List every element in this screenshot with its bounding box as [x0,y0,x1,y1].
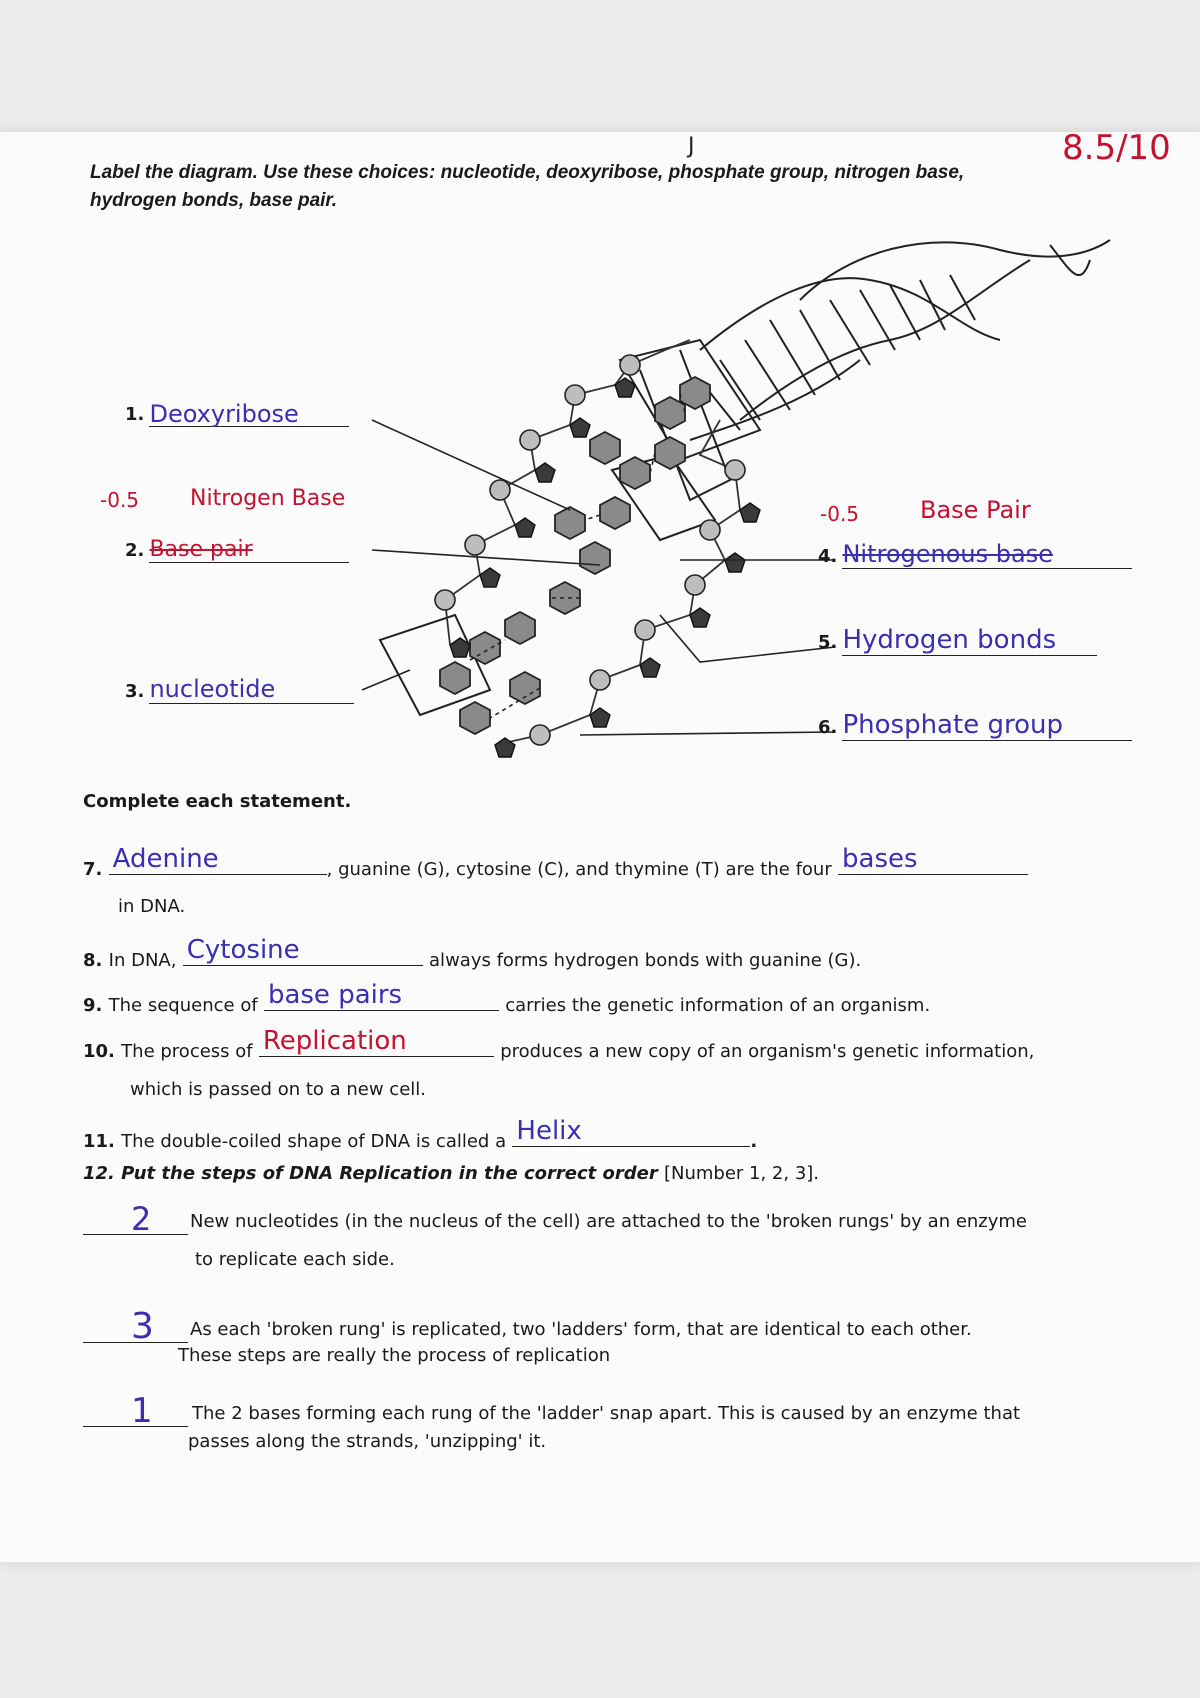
step-1-answer: 2 [131,1200,152,1238]
q9-answer: base pairs [267,980,403,1010]
q7-number: 7. [83,859,103,880]
leader-line-5 [660,615,838,662]
instructions-line-1: Label the diagram. Use these choices: nucleotide, deoxyribose, phosphate group, nitrogen base, [90,162,965,183]
label-4-blank[interactable] [842,540,1132,569]
grade-mark: J [688,134,695,159]
label-6-blank[interactable] [842,710,1132,741]
deoxyribose-pentagon [640,658,660,677]
q8-blank[interactable] [183,935,423,966]
complete-heading: Complete each statement. [83,791,352,812]
base-hexagon [510,672,540,704]
base-hexagon [470,632,500,664]
label-2 [125,537,349,563]
phosphate-circle [435,590,455,610]
q7-middle-text: , guanine (G), cytosine (C), and thymine (T) are the four [326,859,832,880]
base-hexagon [440,662,470,694]
question-12 [83,1162,819,1186]
question-7 [83,844,1028,882]
q12-bracket: [Number 1, 2, 3]. [663,1163,820,1184]
base-hexagon [555,507,585,539]
q12-prompt: Put the steps of DNA Replication in the correct order [121,1163,658,1184]
phosphate-circle [465,535,485,555]
q8-post: always forms hydrogen bonds with guanine (G). [429,950,862,971]
phosphate-circle [700,520,720,540]
step-2-text: As each 'broken rung' is replicated, two 'ladders' form, that are identical to each other. [190,1319,972,1340]
deoxyribose-pentagon [725,553,745,572]
phosphate-circle [635,620,655,640]
label-5-blank[interactable] [842,625,1097,656]
label-2-number: 2. [125,540,145,561]
phosphate-circle [725,460,745,480]
label-2-correction: Nitrogen Base [190,486,346,511]
leader-line-2 [372,550,600,565]
label-4-number: 4. [818,546,838,567]
deoxyribose-pentagon [515,518,535,537]
step-3-text: The 2 bases forming each rung of the 'ladder' snap apart. This is caused by an enzyme that [192,1403,1021,1424]
phosphate-circle [520,430,540,450]
step-1-text-2: to replicate each side. [195,1249,395,1270]
deoxyribose-pentagon [480,568,500,587]
q11-blank[interactable] [512,1116,750,1147]
question-10 [83,1026,1035,1064]
q9-pre: The sequence of [108,995,258,1016]
question-11 [83,1116,758,1154]
label-6 [818,710,1132,741]
leader-line-3 [362,670,410,690]
phosphate-circle [590,670,610,690]
deoxyribose-pentagon [535,463,555,482]
grade-score: 8.5/10 [1062,128,1171,168]
step-1-text: New nucleotides (in the nucleus of the cell) are attached to the 'broken rungs' by an enzyme [190,1211,1028,1232]
label-5-answer: Hydrogen bonds [842,625,1057,655]
step-2-answer: 3 [131,1306,154,1347]
q9-number: 9. [83,995,103,1016]
q10-answer: Replication [262,1026,407,1056]
step-3-text-2: passes along the strands, 'unzipping' it. [188,1431,547,1452]
q7-blank-2[interactable] [838,844,1028,875]
step-blank-1[interactable] [83,1200,188,1239]
deoxyribose-pentagon [570,418,590,437]
q11-answer: Helix [516,1116,582,1146]
q7-answer-1: Adenine [112,844,219,874]
label-5 [818,625,1097,656]
q8-pre: In DNA, [108,950,177,971]
step-blank-3[interactable] [83,1391,188,1431]
instructions-line-2: hydrogen bonds, base pair. [90,190,338,211]
base-hexagon [580,542,610,574]
question-8 [83,935,862,973]
q10-blank[interactable] [259,1026,494,1057]
q11-number: 11. [83,1131,115,1152]
deoxyribose-pentagon [590,708,610,727]
label-4-answer: Nitrogenous base [842,540,1053,568]
q10-pre: The process of [121,1041,253,1062]
base-hexagon [655,437,685,469]
q8-number: 8. [83,950,103,971]
label-2-answer: Base pair [149,537,253,562]
q12-number: 12. [83,1163,115,1184]
deoxyribose-pentagon [690,608,710,627]
q10-continuation: which is passed on to a new cell. [130,1079,426,1100]
step-2-text-2: These steps are really the process of replication [178,1345,611,1366]
label-1-number: 1. [125,404,145,425]
label-2-blank[interactable] [149,537,349,563]
helix-ribbon-front [700,278,1000,350]
label-1-answer: Deoxyribose [149,400,299,428]
helix-ribbon-top [800,240,1110,300]
deoxyribose-pentagon [740,503,760,522]
label-3 [125,675,354,704]
label-6-number: 6. [818,717,838,738]
phosphate-circle [490,480,510,500]
label-4 [818,540,1132,569]
label-3-blank[interactable] [149,675,354,704]
q11-pre: The double-coiled shape of DNA is called a [121,1131,507,1152]
label-1-blank[interactable] [149,398,349,427]
phosphate-circle [620,355,640,375]
q7-answer-2: bases [842,844,918,874]
label-4-deduction: -0.5 [820,502,860,526]
label-3-answer: nucleotide [149,675,276,703]
base-hexagon [505,612,535,644]
q8-answer: Cytosine [186,935,300,965]
label-4-correction: Base Pair [920,496,1031,524]
phosphate-circle [685,575,705,595]
label-5-number: 5. [818,632,838,653]
leader-line-6 [580,732,835,735]
label-6-answer: Phosphate group [842,710,1063,740]
phosphate-circle [530,725,550,745]
q10-post: produces a new copy of an organism's genetic information, [500,1041,1035,1062]
label-3-number: 3. [125,681,145,702]
step-3-answer: 1 [131,1391,153,1431]
label-2-deduction: -0.5 [100,488,140,512]
q7-end: in DNA. [118,896,186,917]
step-blank-2[interactable] [83,1306,188,1347]
q7-blank-1[interactable] [109,844,327,875]
q11-post: . [750,1131,758,1152]
base-hexagon [620,457,650,489]
base-hexagon [600,497,630,529]
base-hexagon [460,702,490,734]
q9-post: carries the genetic information of an organism. [505,995,931,1016]
phosphate-circle [565,385,585,405]
label-1 [125,398,349,427]
base-hexagon [680,377,710,409]
base-hexagon [590,432,620,464]
q10-number: 10. [83,1041,115,1062]
leader-line-1 [372,420,570,510]
q9-blank[interactable] [264,980,499,1011]
question-9 [83,980,931,1018]
